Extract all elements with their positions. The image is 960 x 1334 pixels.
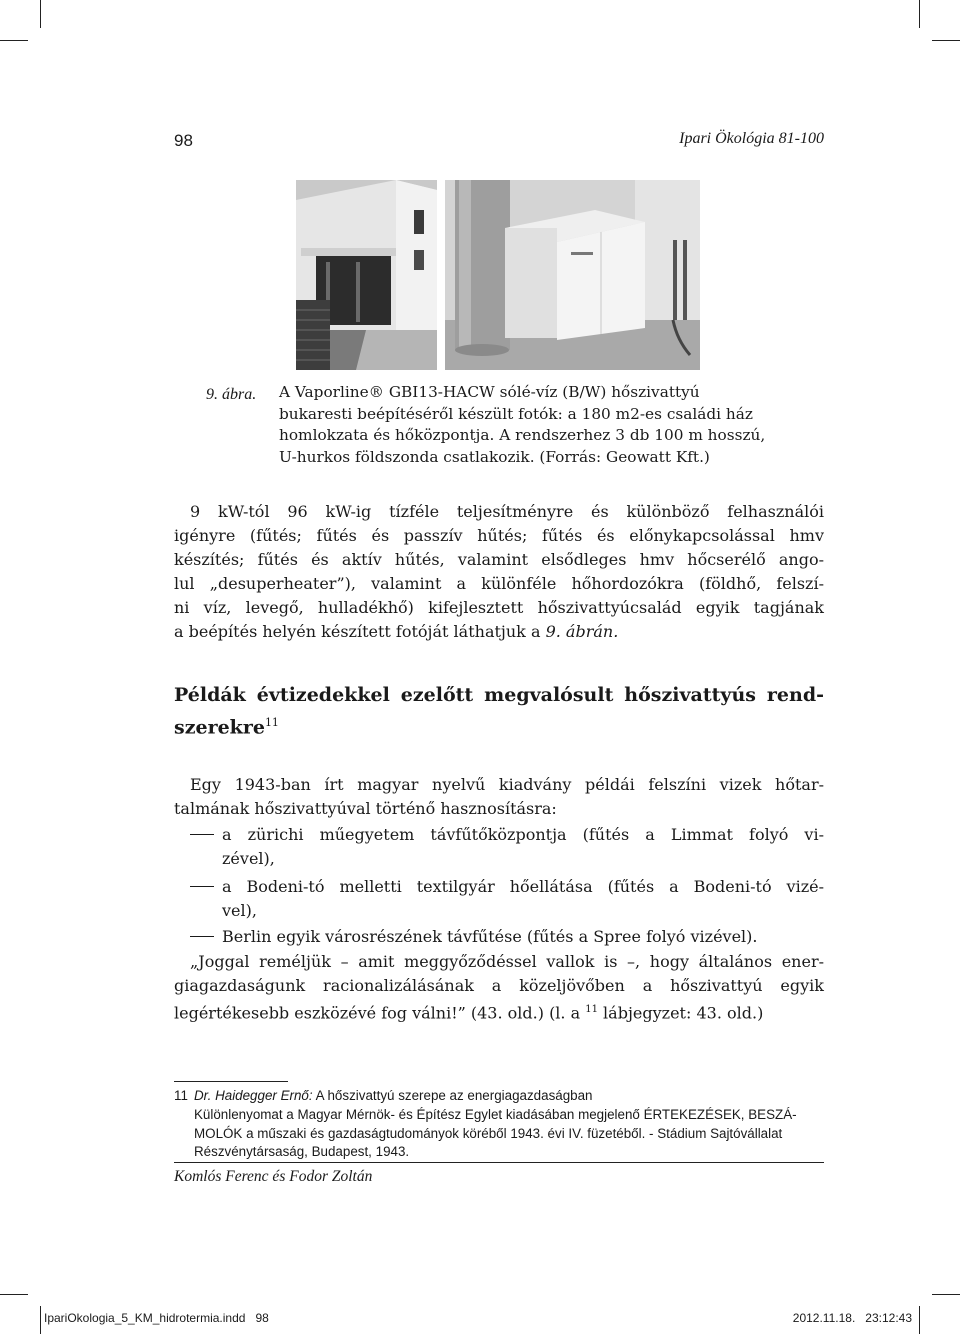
list-item: [190, 875, 824, 900]
heading-text: szerekre: [174, 716, 265, 739]
dash-bullet: [190, 936, 214, 937]
list-item: [190, 823, 824, 848]
list-item-text: a zürichi műegyetem távfűtőközpontja (fűtés a Limmat folyó vi-: [222, 825, 824, 844]
heading-line: [174, 709, 824, 741]
slug-filename: IpariOkologia_5_KM_hidrotermia.indd 98: [44, 1311, 269, 1325]
paragraph-line: 9 kW-tól 96 kW-ig tízféle teljesítményre és különböző felhasználói: [190, 502, 824, 521]
footnote-number: 11: [174, 1088, 188, 1103]
crop-mark: [40, 0, 41, 28]
quote-line: giagazdaságunk racionalizálásának a közeljövőben a hőszivattyú egyik: [174, 976, 824, 995]
paragraph-line: [174, 620, 618, 645]
heat-pump-illustration: [445, 180, 700, 370]
section-heading: [174, 682, 824, 741]
footnote-line: Részvénytársaság, Budapest, 1943.: [194, 1144, 410, 1159]
house-facade-illustration: [296, 180, 437, 370]
authors: Komlós Ferenc és Fodor Zoltán: [174, 1168, 373, 1185]
crop-mark: [932, 40, 960, 41]
list-item: [190, 925, 758, 950]
footnote-author: Dr. Haidegger Ernő:: [194, 1088, 313, 1103]
page-number: 98: [174, 131, 193, 150]
footnote-marker: 11: [264, 716, 279, 729]
quote-line: [174, 998, 763, 1026]
dash-bullet: [190, 886, 214, 887]
crop-mark: [0, 1294, 28, 1295]
paragraph-line: talmának hőszivattyúval történő hasznosításra:: [174, 799, 557, 818]
footnote-rule: [174, 1081, 288, 1082]
paragraph-line: ni víz, levegő, hulladékhő) kifejlesztett hőszivattyúcsalád egyik tagjának: [174, 598, 824, 617]
caption-line: A Vaporline® GBI13-HACW sólé-víz (B/W) hőszivattyú: [279, 383, 700, 401]
footnote-line: MOLÓK a műszaki és gazdaságtudományok köréből 1943. évi IV. füzetéből. - Stádium Sajtóvállalat: [194, 1126, 783, 1141]
heat-pump-unit-photo: [445, 180, 700, 370]
list-item-text: Berlin egyik városrészének távfűtése (fűtés a Spree folyó vizével).: [222, 927, 758, 946]
figure-label: 9. ábra.: [206, 386, 257, 403]
footnote-line: [194, 1087, 593, 1106]
running-title: Ipari Ökológia 81-100: [679, 130, 824, 147]
caption-line: homlokzata és hőközpontja. A rendszerhez 3 db 100 m hosszú,: [279, 426, 766, 444]
footer-rule: [174, 1162, 824, 1163]
footnote-line: Különlenyomat a Magyar Mérnök- és Építész Egylet kiadásában megjelenő ÉRTEKEZÉSEK, BESZÁ-: [194, 1107, 797, 1122]
crop-mark: [932, 1294, 960, 1295]
figure-caption: [279, 382, 839, 468]
heading-line: Példák évtizedekkel ezelőtt megvalósult hőszivattyús rend-: [174, 684, 824, 706]
crop-mark: [919, 0, 920, 28]
paragraph-text: a beépítés helyén készített fotóját láthatjuk a: [174, 622, 546, 641]
paragraph-line: Egy 1943-ban írt magyar nyelvű kiadvány példái felszíni vizek hőtar-: [190, 775, 824, 794]
crop-mark: [40, 1306, 41, 1334]
caption-line: U-hurkos földszonda csatlakozik. (Forrás: Geowatt Kft.): [279, 447, 710, 466]
caption-line: bukaresti beépítéséről készült fotók: a 180 m2-es családi ház: [279, 404, 753, 423]
crop-mark: [0, 40, 28, 41]
paragraph-line: készítés; fűtés és aktív hűtés, valamint elsődleges hmv hőcserélő ango-: [174, 550, 824, 569]
list-item-continuation: zével),: [222, 849, 275, 868]
dash-bullet: [190, 834, 214, 835]
list-item-text: a Bodeni-tó melletti textilgyár hőellátása (fűtés a Bodeni-tó vizé-: [222, 877, 824, 896]
crop-mark: [919, 1306, 920, 1334]
quote-line: „Joggal reméljük – amit meggyőződéssel vallok is –, hogy általános ener-: [190, 952, 824, 971]
paragraph-line: igényre (fűtés; fűtés és passzív hűtés; fűtés és előnykapcsolással hmv: [174, 526, 824, 545]
house-facade-photo: [296, 180, 437, 370]
slug-datetime: 2012.11.18. 23:12:43: [792, 1311, 912, 1325]
quote-text: lábjegyzet: 43. old.): [597, 1003, 764, 1023]
list-item-continuation: vel),: [222, 901, 257, 920]
footnote-marker: 11: [585, 1004, 598, 1015]
paragraph-line: lul „desuperheater”), valamint a különféle hőhordozókra (földhő, felszí-: [174, 574, 824, 593]
figure-reference: 9. ábrán.: [545, 622, 619, 641]
footnote-title: A hőszivattyú szerepe az energiagazdaságban: [312, 1088, 593, 1103]
quote-text: legértékesebb eszközévé fog válni!” (43. old.) (l. a: [174, 1003, 586, 1023]
